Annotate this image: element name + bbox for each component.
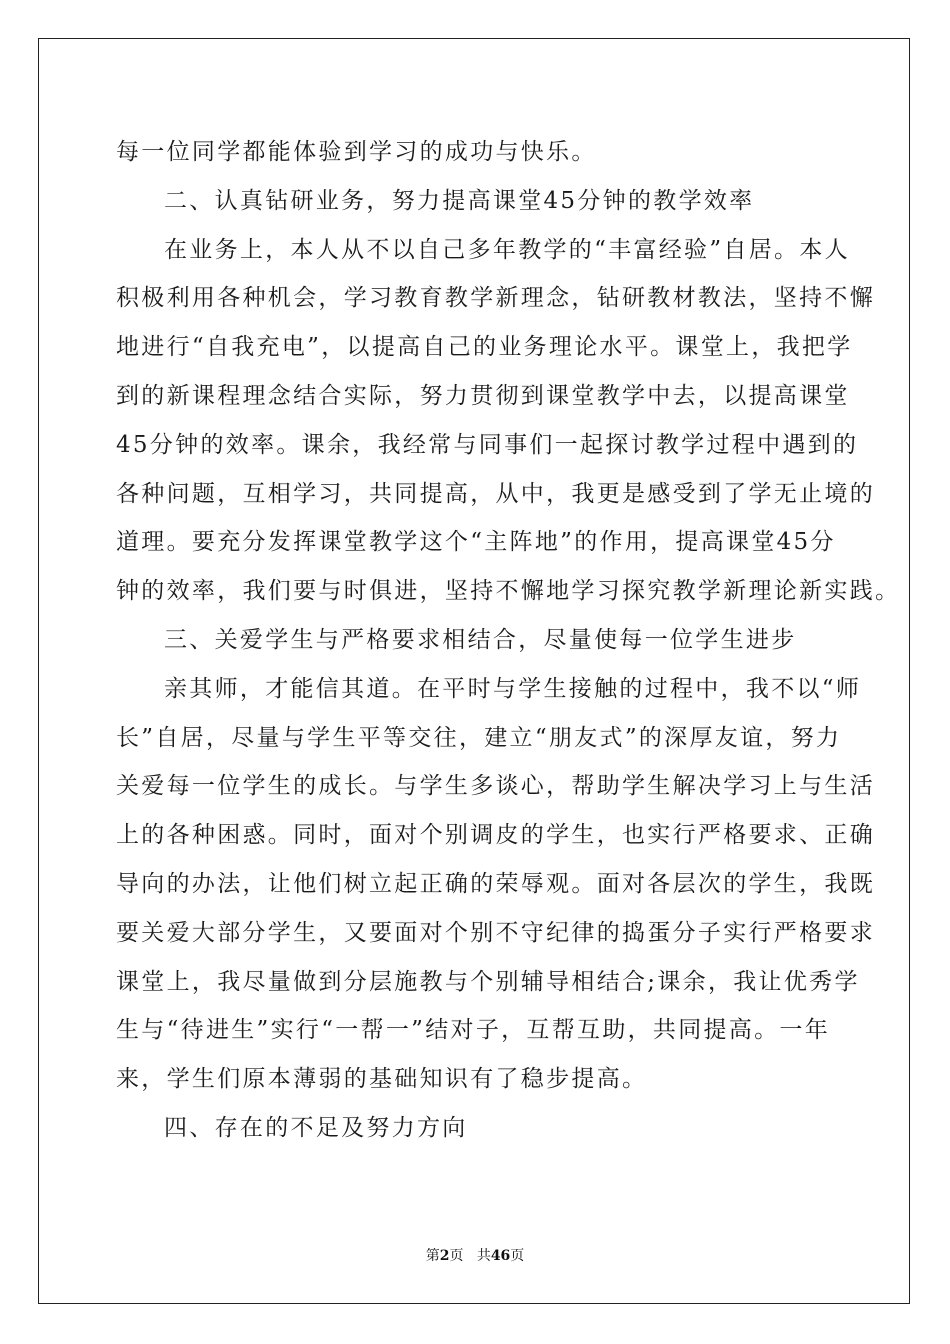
- page-prefix: 第: [425, 1248, 440, 1264]
- text-line: 亲其师，才能信其道。在平时与学生接触的过程中，我不以“师: [164, 675, 862, 702]
- page-footer: [0, 1245, 950, 1265]
- text-line: 钟的效率，我们要与时俱进，坚持不懈地学习探究教学新理论新实践。: [116, 578, 901, 605]
- text-line: 来，学生们原本薄弱的基础知识有了稳步提高。: [116, 1066, 648, 1093]
- document-body: [116, 128, 901, 1153]
- text-line: 在业务上，本人从不以自己多年教学的“丰富经验”自居。本人: [164, 236, 850, 263]
- text-line: 道理。要充分发挥课堂教学这个“主阵地”的作用，提高课堂45分: [116, 529, 836, 556]
- text-line: 课堂上，我尽量做到分层施教与个别辅导相结合;课余，我让优秀学: [116, 968, 860, 995]
- text-line: 每一位同学都能体验到学习的成功与快乐。: [116, 139, 597, 165]
- section-heading-2: 二、认真钻研业务，努力提高课堂45分钟的教学效率: [164, 187, 755, 214]
- total-pages: 46: [490, 1248, 511, 1264]
- text-line: 导向的办法，让他们树立起正确的荣辱观。面对各层次的学生，我既: [116, 870, 875, 897]
- text-line: 长”自居，尽量与学生平等交往，建立“朋友式”的深厚友谊，努力: [116, 724, 842, 751]
- total-suffix: 页: [510, 1248, 525, 1264]
- text-line: 到的新课程理念结合实际，努力贯彻到课堂教学中去，以提高课堂: [116, 382, 850, 409]
- text-line: 要关爱大部分学生，又要面对个别不守纪律的捣蛋分子实行严格要求: [116, 919, 875, 946]
- text-line: 各种问题，互相学习，共同提高，从中，我更是感受到了学无止境的: [116, 480, 875, 507]
- page-suffix: 页: [449, 1248, 464, 1264]
- page-number: 2: [439, 1248, 450, 1264]
- section-heading-4: 四、存在的不足及努力方向: [164, 1114, 468, 1141]
- text-line: 45分钟的效率。课余，我经常与同事们一起探讨教学过程中遇到的: [116, 431, 859, 458]
- total-prefix: 共: [476, 1248, 491, 1264]
- section-heading-3: 三、关爱学生与严格要求相结合，尽量使每一位学生进步: [164, 626, 797, 653]
- text-line: 关爱每一位学生的成长。与学生多谈心，帮助学生解决学习上与生活: [116, 773, 875, 800]
- text-line: 上的各种困惑。同时，面对个别调皮的学生，也实行严格要求、正确: [116, 822, 875, 849]
- text-line: 生与“待进生”实行“一帮一”结对子，互帮互助，共同提高。一年: [116, 1017, 831, 1044]
- text-line: 积极利用各种机会，学习教育教学新理念，钻研教材教法，坚持不懈: [116, 285, 875, 312]
- text-line: 地进行“自我充电”，以提高自己的业务理论水平。课堂上，我把学: [116, 334, 853, 361]
